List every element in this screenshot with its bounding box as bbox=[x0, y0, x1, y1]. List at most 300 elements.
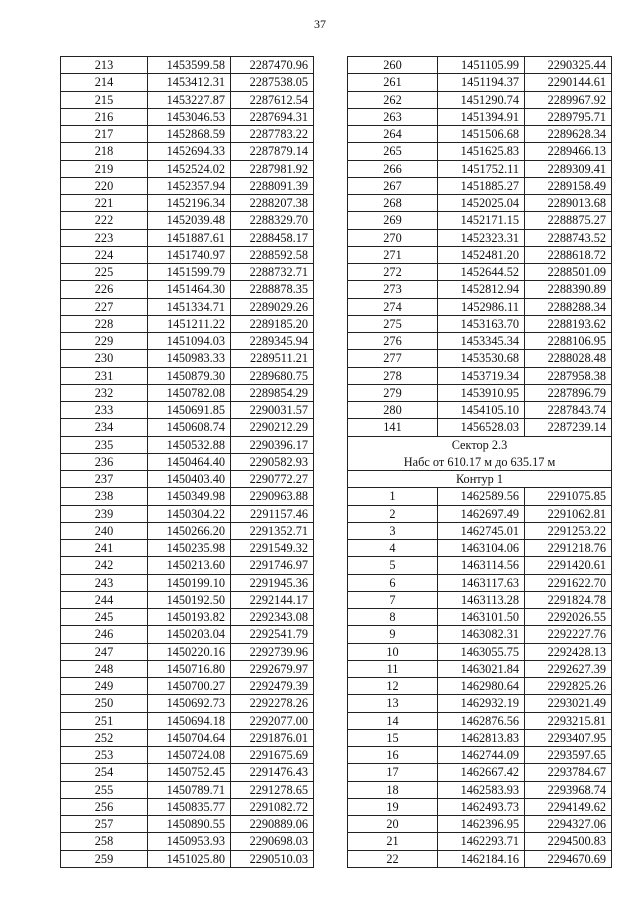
table-row bbox=[61, 333, 314, 350]
coordinate-y: 2292227.76 bbox=[525, 626, 612, 643]
point-number: 141 bbox=[348, 419, 438, 436]
point-number: 261 bbox=[348, 74, 438, 91]
coordinate-x: 1451194.37 bbox=[438, 74, 525, 91]
point-number: 229 bbox=[61, 333, 148, 350]
coordinate-y: 2292026.55 bbox=[525, 609, 612, 626]
coordinate-y: 2289511.21 bbox=[231, 350, 314, 367]
table-row bbox=[61, 195, 314, 212]
point-number: 275 bbox=[348, 315, 438, 332]
coordinate-y: 2289628.34 bbox=[525, 126, 612, 143]
coordinate-x: 1450532.88 bbox=[148, 436, 231, 453]
table-row bbox=[61, 798, 314, 815]
table-row bbox=[348, 574, 612, 591]
point-number: 1 bbox=[348, 488, 438, 505]
coordinate-x: 1450953.93 bbox=[148, 833, 231, 850]
coordinate-x: 1451625.83 bbox=[438, 143, 525, 160]
coordinate-x: 1450700.27 bbox=[148, 678, 231, 695]
coordinate-x: 1452196.34 bbox=[148, 195, 231, 212]
coordinate-x: 1463104.06 bbox=[438, 540, 525, 557]
table-row bbox=[61, 660, 314, 677]
coordinate-y: 2288592.58 bbox=[231, 246, 314, 263]
table-row bbox=[348, 177, 612, 194]
coordinate-y: 2287879.14 bbox=[231, 143, 314, 160]
point-number: 244 bbox=[61, 591, 148, 608]
coordinate-x: 1462876.56 bbox=[438, 712, 525, 729]
point-number: 271 bbox=[348, 246, 438, 263]
point-number: 236 bbox=[61, 453, 148, 470]
table-row bbox=[61, 264, 314, 281]
table-row bbox=[61, 471, 314, 488]
left-table-body bbox=[61, 57, 314, 868]
coordinate-x: 1452323.31 bbox=[438, 229, 525, 246]
table-row bbox=[61, 91, 314, 108]
coordinate-y: 2288501.09 bbox=[525, 264, 612, 281]
point-number: 280 bbox=[348, 402, 438, 419]
point-number: 227 bbox=[61, 298, 148, 315]
table-row bbox=[61, 643, 314, 660]
coordinate-x: 1450789.71 bbox=[148, 781, 231, 798]
table-row bbox=[61, 505, 314, 522]
coordinate-x: 1450704.64 bbox=[148, 729, 231, 746]
table-row bbox=[61, 729, 314, 746]
coordinate-y: 2288743.52 bbox=[525, 229, 612, 246]
coordinate-y: 2291876.01 bbox=[231, 729, 314, 746]
point-number: 269 bbox=[348, 212, 438, 229]
coordinate-y: 2292144.17 bbox=[231, 591, 314, 608]
point-number: 233 bbox=[61, 402, 148, 419]
coordinate-x: 1462493.73 bbox=[438, 798, 525, 815]
coordinate-y: 2288878.35 bbox=[231, 281, 314, 298]
table-row bbox=[348, 540, 612, 557]
table-row bbox=[61, 626, 314, 643]
point-number: 2 bbox=[348, 505, 438, 522]
table-row bbox=[348, 729, 612, 746]
table-row bbox=[348, 816, 612, 833]
coordinate-y: 2291476.43 bbox=[231, 764, 314, 781]
coordinate-y: 2292278.26 bbox=[231, 695, 314, 712]
point-number: 232 bbox=[61, 384, 148, 401]
coordinate-x: 1450983.33 bbox=[148, 350, 231, 367]
point-number: 276 bbox=[348, 333, 438, 350]
point-number: 270 bbox=[348, 229, 438, 246]
coordinate-x: 1451394.91 bbox=[438, 108, 525, 125]
point-number: 219 bbox=[61, 160, 148, 177]
point-number: 237 bbox=[61, 471, 148, 488]
table-row bbox=[61, 229, 314, 246]
coordinate-x: 1463114.56 bbox=[438, 557, 525, 574]
coordinate-x: 1452025.04 bbox=[438, 195, 525, 212]
sector-header bbox=[348, 436, 612, 488]
coordinate-y: 2290031.57 bbox=[231, 402, 314, 419]
point-number: 246 bbox=[61, 626, 148, 643]
coordinate-x: 1463101.50 bbox=[438, 609, 525, 626]
point-number: 253 bbox=[61, 747, 148, 764]
coordinate-x: 1463082.31 bbox=[438, 626, 525, 643]
point-number: 223 bbox=[61, 229, 148, 246]
point-number: 265 bbox=[348, 143, 438, 160]
coordinate-x: 1451885.27 bbox=[438, 177, 525, 194]
coordinate-y: 2291082.72 bbox=[231, 798, 314, 815]
table-row bbox=[61, 678, 314, 695]
coordinate-x: 1452694.33 bbox=[148, 143, 231, 160]
table-row bbox=[348, 143, 612, 160]
coordinate-x: 1453910.95 bbox=[438, 384, 525, 401]
point-number: 220 bbox=[61, 177, 148, 194]
coordinate-x: 1462813.83 bbox=[438, 729, 525, 746]
coordinate-x: 1462667.42 bbox=[438, 764, 525, 781]
table-row bbox=[61, 436, 314, 453]
table-row bbox=[61, 816, 314, 833]
table-row bbox=[348, 195, 612, 212]
coordinate-y: 2290212.29 bbox=[231, 419, 314, 436]
table-row bbox=[348, 315, 612, 332]
coordinate-y: 2288028.48 bbox=[525, 350, 612, 367]
coordinate-y: 2292541.79 bbox=[231, 626, 314, 643]
coordinate-y: 2289967.92 bbox=[525, 91, 612, 108]
coordinate-x: 1451887.61 bbox=[148, 229, 231, 246]
coordinate-x: 1450235.98 bbox=[148, 540, 231, 557]
table-row bbox=[348, 57, 612, 74]
table-row bbox=[348, 212, 612, 229]
coordinate-x: 1462396.95 bbox=[438, 816, 525, 833]
coordinate-y: 2289854.29 bbox=[231, 384, 314, 401]
table-row bbox=[348, 747, 612, 764]
point-number: 215 bbox=[61, 91, 148, 108]
table-row bbox=[348, 367, 612, 384]
coordinate-y: 2292825.26 bbox=[525, 678, 612, 695]
table-row bbox=[61, 108, 314, 125]
point-number: 224 bbox=[61, 246, 148, 263]
coordinate-y: 2287538.05 bbox=[231, 74, 314, 91]
right-table-body-bottom bbox=[348, 488, 612, 868]
coordinate-y: 2287239.14 bbox=[525, 419, 612, 436]
coordinate-x: 1453599.58 bbox=[148, 57, 231, 74]
point-number: 277 bbox=[348, 350, 438, 367]
page-number: 37 bbox=[314, 17, 326, 31]
coordinate-y: 2291278.65 bbox=[231, 781, 314, 798]
coordinate-y: 2290772.27 bbox=[231, 471, 314, 488]
table-row bbox=[348, 160, 612, 177]
table-row bbox=[348, 609, 612, 626]
table-row bbox=[348, 91, 612, 108]
coordinate-x: 1462184.16 bbox=[438, 850, 525, 867]
point-number: 255 bbox=[61, 781, 148, 798]
coordinate-x: 1452524.02 bbox=[148, 160, 231, 177]
table-row bbox=[348, 626, 612, 643]
table-row bbox=[61, 367, 314, 384]
coordinate-y: 2288732.71 bbox=[231, 264, 314, 281]
coordinate-x: 1450403.40 bbox=[148, 471, 231, 488]
point-number: 279 bbox=[348, 384, 438, 401]
point-number: 240 bbox=[61, 522, 148, 539]
table-row bbox=[61, 212, 314, 229]
point-number: 264 bbox=[348, 126, 438, 143]
point-number: 222 bbox=[61, 212, 148, 229]
height-range-row bbox=[348, 453, 612, 470]
table-row bbox=[348, 591, 612, 608]
coordinate-x: 1462583.93 bbox=[438, 781, 525, 798]
coordinate-x: 1451752.11 bbox=[438, 160, 525, 177]
point-number: 13 bbox=[348, 695, 438, 712]
coordinate-y: 2288106.95 bbox=[525, 333, 612, 350]
point-number: 256 bbox=[61, 798, 148, 815]
table-row bbox=[348, 333, 612, 350]
point-number: 262 bbox=[348, 91, 438, 108]
point-number: 230 bbox=[61, 350, 148, 367]
sector-title: Сектор 2.3 bbox=[348, 436, 612, 453]
table-row bbox=[348, 264, 612, 281]
coordinate-y: 2293021.49 bbox=[525, 695, 612, 712]
point-number: 14 bbox=[348, 712, 438, 729]
coordinate-y: 2289029.26 bbox=[231, 298, 314, 315]
point-number: 243 bbox=[61, 574, 148, 591]
coordinate-y: 2290582.93 bbox=[231, 453, 314, 470]
point-number: 4 bbox=[348, 540, 438, 557]
table-row bbox=[61, 557, 314, 574]
coordinate-x: 1450266.20 bbox=[148, 522, 231, 539]
point-number: 213 bbox=[61, 57, 148, 74]
point-number: 225 bbox=[61, 264, 148, 281]
coordinate-y: 2288390.89 bbox=[525, 281, 612, 298]
point-number: 266 bbox=[348, 160, 438, 177]
point-number: 260 bbox=[348, 57, 438, 74]
point-number: 18 bbox=[348, 781, 438, 798]
coordinate-y: 2291157.46 bbox=[231, 505, 314, 522]
coordinate-x: 1452868.59 bbox=[148, 126, 231, 143]
coordinate-x: 1450464.40 bbox=[148, 453, 231, 470]
coordinate-y: 2289158.49 bbox=[525, 177, 612, 194]
table-row bbox=[61, 419, 314, 436]
coordinate-y: 2287896.79 bbox=[525, 384, 612, 401]
coordinate-x: 1450724.08 bbox=[148, 747, 231, 764]
coordinate-y: 2291352.71 bbox=[231, 522, 314, 539]
table-row bbox=[61, 126, 314, 143]
table-row bbox=[61, 695, 314, 712]
coordinate-y: 2288618.72 bbox=[525, 246, 612, 263]
coordinate-x: 1451290.74 bbox=[438, 91, 525, 108]
coordinate-x: 1453227.87 bbox=[148, 91, 231, 108]
point-number: 9 bbox=[348, 626, 438, 643]
table-row bbox=[61, 453, 314, 470]
table-row bbox=[348, 557, 612, 574]
table-row bbox=[61, 850, 314, 867]
coordinate-x: 1450716.80 bbox=[148, 660, 231, 677]
coordinate-y: 2287783.22 bbox=[231, 126, 314, 143]
coordinate-x: 1450608.74 bbox=[148, 419, 231, 436]
point-number: 274 bbox=[348, 298, 438, 315]
point-number: 10 bbox=[348, 643, 438, 660]
coordinate-y: 2292479.39 bbox=[231, 678, 314, 695]
table-row bbox=[61, 350, 314, 367]
table-row bbox=[61, 74, 314, 91]
table-row bbox=[348, 108, 612, 125]
coordinate-x: 1452039.48 bbox=[148, 212, 231, 229]
coordinate-y: 2291675.69 bbox=[231, 747, 314, 764]
point-number: 214 bbox=[61, 74, 148, 91]
coordinate-y: 2289345.94 bbox=[231, 333, 314, 350]
coordinate-x: 1463021.84 bbox=[438, 660, 525, 677]
coordinate-x: 1453046.53 bbox=[148, 108, 231, 125]
table-row bbox=[348, 505, 612, 522]
point-number: 259 bbox=[61, 850, 148, 867]
coordinate-y: 2288193.62 bbox=[525, 315, 612, 332]
coordinate-y: 2291945.36 bbox=[231, 574, 314, 591]
coordinate-y: 2290144.61 bbox=[525, 74, 612, 91]
table-row bbox=[61, 315, 314, 332]
coordinate-y: 2293597.65 bbox=[525, 747, 612, 764]
coordinate-y: 2289466.13 bbox=[525, 143, 612, 160]
table-row bbox=[61, 591, 314, 608]
table-row bbox=[61, 57, 314, 74]
coordinates-table-left bbox=[60, 56, 314, 868]
coordinate-y: 2287694.31 bbox=[231, 108, 314, 125]
coordinate-y: 2294500.83 bbox=[525, 833, 612, 850]
point-number: 258 bbox=[61, 833, 148, 850]
point-number: 247 bbox=[61, 643, 148, 660]
coordinate-y: 2290325.44 bbox=[525, 57, 612, 74]
table-row bbox=[61, 177, 314, 194]
point-number: 22 bbox=[348, 850, 438, 867]
point-number: 251 bbox=[61, 712, 148, 729]
table-row bbox=[348, 660, 612, 677]
point-number: 268 bbox=[348, 195, 438, 212]
coordinate-y: 2290396.17 bbox=[231, 436, 314, 453]
coordinate-x: 1453345.34 bbox=[438, 333, 525, 350]
coordinate-y: 2290963.88 bbox=[231, 488, 314, 505]
table-row bbox=[61, 298, 314, 315]
coordinate-y: 2293407.95 bbox=[525, 729, 612, 746]
coordinate-x: 1452812.94 bbox=[438, 281, 525, 298]
coordinate-x: 1451464.30 bbox=[148, 281, 231, 298]
point-number: 226 bbox=[61, 281, 148, 298]
coordinate-x: 1452644.52 bbox=[438, 264, 525, 281]
coordinate-x: 1450199.10 bbox=[148, 574, 231, 591]
point-number: 16 bbox=[348, 747, 438, 764]
coordinate-x: 1450203.04 bbox=[148, 626, 231, 643]
coordinate-x: 1462697.49 bbox=[438, 505, 525, 522]
coordinate-x: 1462293.71 bbox=[438, 833, 525, 850]
coordinate-x: 1463117.63 bbox=[438, 574, 525, 591]
point-number: 238 bbox=[61, 488, 148, 505]
point-number: 267 bbox=[348, 177, 438, 194]
point-number: 217 bbox=[61, 126, 148, 143]
coordinate-x: 1462980.64 bbox=[438, 678, 525, 695]
point-number: 15 bbox=[348, 729, 438, 746]
table-row bbox=[61, 712, 314, 729]
point-number: 278 bbox=[348, 367, 438, 384]
coordinate-y: 2289185.20 bbox=[231, 315, 314, 332]
point-number: 248 bbox=[61, 660, 148, 677]
table-row bbox=[348, 350, 612, 367]
table-row bbox=[348, 678, 612, 695]
point-number: 241 bbox=[61, 540, 148, 557]
table-row bbox=[61, 747, 314, 764]
table-row bbox=[61, 540, 314, 557]
point-number: 239 bbox=[61, 505, 148, 522]
coordinate-x: 1451094.03 bbox=[148, 333, 231, 350]
coordinate-y: 2291622.70 bbox=[525, 574, 612, 591]
coordinate-x: 1456528.03 bbox=[438, 419, 525, 436]
point-number: 5 bbox=[348, 557, 438, 574]
point-number: 249 bbox=[61, 678, 148, 695]
coordinate-x: 1463055.75 bbox=[438, 643, 525, 660]
coordinate-x: 1451025.80 bbox=[148, 850, 231, 867]
table-row bbox=[348, 488, 612, 505]
table-row bbox=[348, 695, 612, 712]
coordinate-x: 1453719.34 bbox=[438, 367, 525, 384]
coordinate-y: 2294327.06 bbox=[525, 816, 612, 833]
table-row bbox=[348, 833, 612, 850]
point-number: 254 bbox=[61, 764, 148, 781]
point-number: 8 bbox=[348, 609, 438, 626]
coordinate-x: 1453163.70 bbox=[438, 315, 525, 332]
coordinate-y: 2293784.67 bbox=[525, 764, 612, 781]
coordinate-y: 2287843.74 bbox=[525, 402, 612, 419]
point-number: 242 bbox=[61, 557, 148, 574]
point-number: 216 bbox=[61, 108, 148, 125]
coordinate-y: 2291549.32 bbox=[231, 540, 314, 557]
coordinate-x: 1450879.30 bbox=[148, 367, 231, 384]
coordinate-x: 1450752.45 bbox=[148, 764, 231, 781]
table-row bbox=[348, 298, 612, 315]
coordinate-x: 1462932.19 bbox=[438, 695, 525, 712]
coordinate-y: 2291746.97 bbox=[231, 557, 314, 574]
table-row bbox=[61, 384, 314, 401]
coordinate-x: 1452171.15 bbox=[438, 212, 525, 229]
table-row bbox=[348, 764, 612, 781]
coordinate-x: 1453412.31 bbox=[148, 74, 231, 91]
table-row bbox=[61, 609, 314, 626]
point-number: 250 bbox=[61, 695, 148, 712]
point-number: 235 bbox=[61, 436, 148, 453]
point-number: 3 bbox=[348, 522, 438, 539]
coordinate-y: 2289309.41 bbox=[525, 160, 612, 177]
table-row bbox=[348, 850, 612, 867]
table-row bbox=[61, 143, 314, 160]
coordinate-x: 1462744.09 bbox=[438, 747, 525, 764]
coordinate-x: 1454105.10 bbox=[438, 402, 525, 419]
table-row bbox=[348, 246, 612, 263]
table-row bbox=[61, 281, 314, 298]
coordinate-x: 1450220.16 bbox=[148, 643, 231, 660]
table-row bbox=[348, 74, 612, 91]
table-row bbox=[348, 402, 612, 419]
height-range: Набс от 610.17 м до 635.17 м bbox=[348, 453, 612, 470]
coordinate-y: 2289013.68 bbox=[525, 195, 612, 212]
coordinate-y: 2288875.27 bbox=[525, 212, 612, 229]
coordinate-x: 1450890.55 bbox=[148, 816, 231, 833]
contour-title: Контур 1 bbox=[348, 471, 612, 488]
table-row bbox=[61, 781, 314, 798]
coordinate-y: 2288207.38 bbox=[231, 195, 314, 212]
coordinate-x: 1462589.56 bbox=[438, 488, 525, 505]
point-number: 263 bbox=[348, 108, 438, 125]
table-row bbox=[348, 798, 612, 815]
coordinate-x: 1463113.28 bbox=[438, 591, 525, 608]
point-number: 228 bbox=[61, 315, 148, 332]
coordinate-y: 2287981.92 bbox=[231, 160, 314, 177]
table-row bbox=[61, 522, 314, 539]
point-number: 272 bbox=[348, 264, 438, 281]
table-row bbox=[348, 126, 612, 143]
point-number: 234 bbox=[61, 419, 148, 436]
coordinate-x: 1450835.77 bbox=[148, 798, 231, 815]
coordinate-x: 1450349.98 bbox=[148, 488, 231, 505]
coordinate-x: 1451599.79 bbox=[148, 264, 231, 281]
coordinate-x: 1450193.82 bbox=[148, 609, 231, 626]
coordinate-x: 1451334.71 bbox=[148, 298, 231, 315]
coordinate-y: 2288458.17 bbox=[231, 229, 314, 246]
